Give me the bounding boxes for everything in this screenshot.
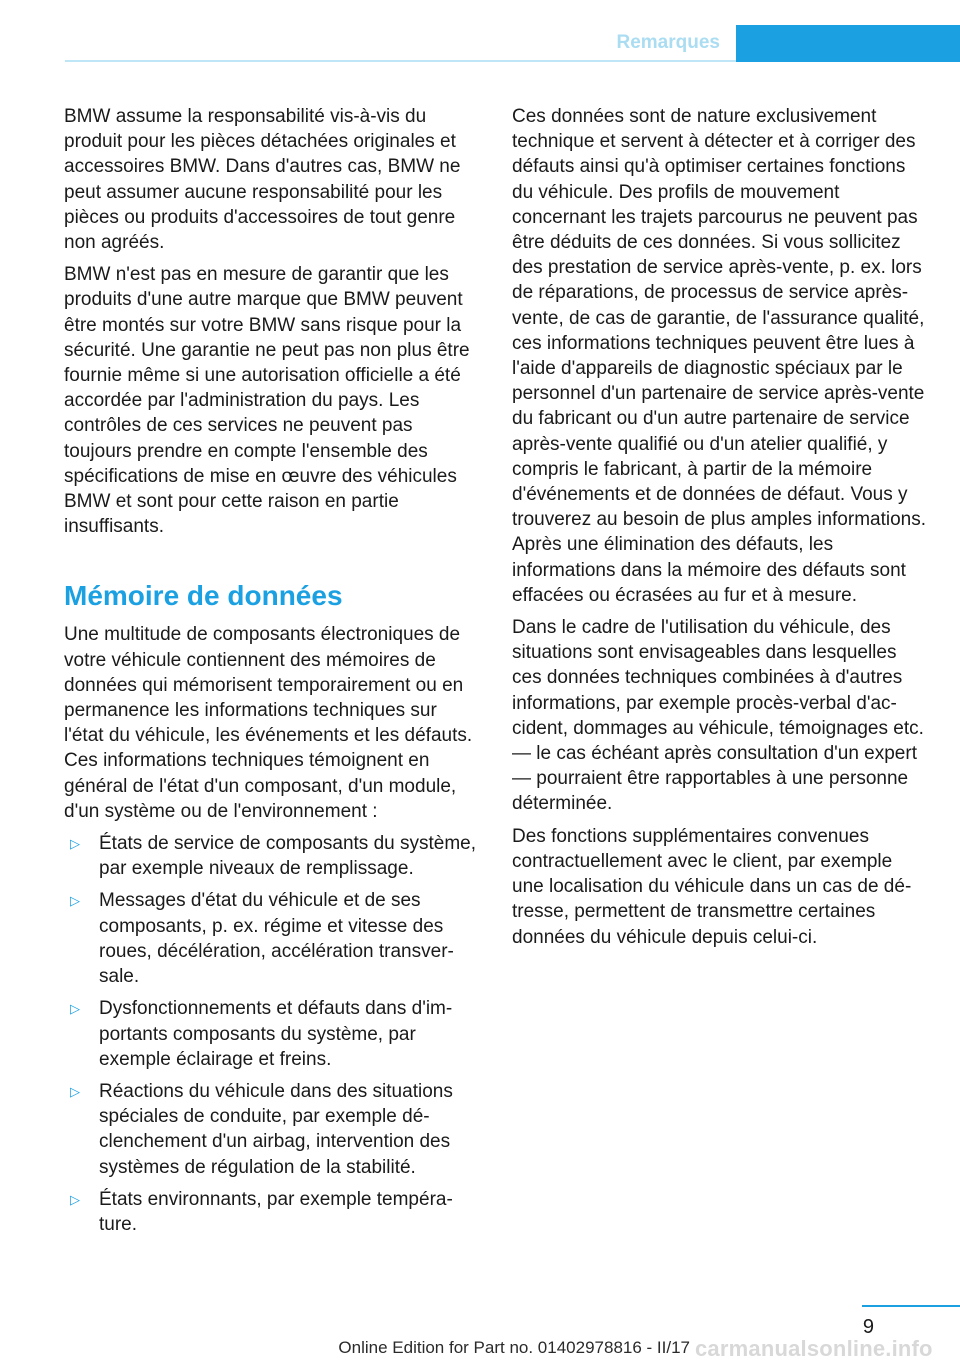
info-list [64, 831, 480, 1237]
section-title: Remarques [616, 32, 720, 53]
list-item-text: États de service de composants du système, par exemple niveaux de remplissage. [99, 833, 477, 880]
watermark: carmanualsonline.info [695, 1336, 933, 1361]
edition-note: Online Edition for Part no. 01402978816 - II/17 [338, 1338, 690, 1357]
page-number: 9 [862, 1316, 874, 1338]
paragraph-personal-data: Dans le cadre de l'utilisation du véhicule, des situations sont envisageables dans lesquelles ces données techniques combinées à d'autres informations, par exemple procès-verbal d'accident, dommages au véhicule, témoignages etc. — le cas échéant après consultation d'un expert — pourraient être rapportables à une personne déterminée. [512, 617, 924, 815]
footer-rule [862, 1305, 960, 1307]
triangle-bullet-icon: ▷ [70, 893, 80, 909]
list-item-text: États environnants, par exemple température. [99, 1188, 453, 1235]
paragraph-technical-data: Ces données sont de nature exclusivement technique et servent à détecter et à corriger des défauts ainsi qu'à optimiser certaines fonctions du véhicule. Des profils de mouvement concernant les trajets parcourus ne peuvent pas être déduits de ces données. Si vous sollicitez des prestation de service après-vente, p. ex. lors de réparations, de processus de service après-vente, de cas de garantie, de l'assurance qualité, ces informations techniques peuvent être lues à l'aide d'appareils de diagnostic spéciaux par le personnel d'un partenaire de service après-vente du fabricant ou d'un autre partenaire de service après-vente qualifié ou d'un atelier qualifié, y compris le fabricant, à partir de la mémoire d'événements et de données de défaut. Vous y trouverez au besoin de plus amples informations. Après une élimination des défauts, les informations dans la mémoire des défauts sont effacées ou écrasées au fur et à mesure. [512, 106, 927, 606]
paragraph-extra-functions: Des fonctions supplémentaires convenues contractuellement avec le client, par exemple une localisation du véhicule dans un cas de détresse, permettent de transmettre certaines données du véhicule depuis celui-ci. [512, 825, 912, 948]
triangle-bullet-icon: ▷ [70, 1001, 80, 1017]
heading-data-memory: Mémoire de données [64, 580, 343, 612]
list-item-text: Messages d'état du véhicule et de ses composants, p. ex. régime et vitesse des roues, décélération, accélération transversale. [99, 890, 454, 988]
header-color-block [736, 25, 960, 62]
paragraph-responsibility: BMW assume la responsabilité vis-à-vis du produit pour les pièces détachées originales et accessoires BMW. Dans d'autres cas, BMW ne peut assumer aucune responsabilité pour les pièces ou produits d'accessoires de tout genre non agréés. [64, 106, 461, 254]
triangle-bullet-icon: ▷ [70, 1191, 80, 1207]
triangle-bullet-icon: ▷ [70, 1083, 80, 1099]
list-item-text: Dysfonctionnements et défauts dans d'importants composants du système, par exemple éclairage et freins. [99, 998, 453, 1070]
header-rule [65, 60, 736, 62]
list-item [64, 831, 480, 881]
paragraph-guarantee: BMW n'est pas en mesure de garantir que les produits d'une autre marque que BMW peuvent être montés sur votre BMW sans risque pour la sécurité. Une garantie ne peut pas non plus être fournie même si une autorisation officielle a été accordée par l'administration du pays. Les contrôles de ces services ne peuvent pas toujours prendre en compte l'ensemble des spécifications de mise en œuvre des véhicules BMW et sont pour cette raison en partie insuffisants. [64, 264, 470, 538]
list-item [64, 996, 480, 1072]
left-column [64, 104, 480, 1244]
list-item [64, 888, 480, 989]
list-item [64, 1187, 480, 1237]
right-column [512, 104, 928, 957]
list-item [64, 1079, 480, 1180]
triangle-bullet-icon: ▷ [70, 836, 80, 852]
paragraph-intro: Une multitude de composants électroniques de votre véhicule contiennent des mémoires de données qui mémorisent temporairement ou en permanence les informations techniques sur l'état du véhicule, les événements et les défauts. Ces informations techniques témoignent en général de l'état d'un composant, d'un module, d'un système ou de l'environnement : [64, 624, 473, 822]
list-item-text: Réactions du véhicule dans des situations spéciales de conduite, par exemple déclenchement d'un airbag, intervention des systèmes de régulation de la stabilité. [99, 1080, 453, 1178]
